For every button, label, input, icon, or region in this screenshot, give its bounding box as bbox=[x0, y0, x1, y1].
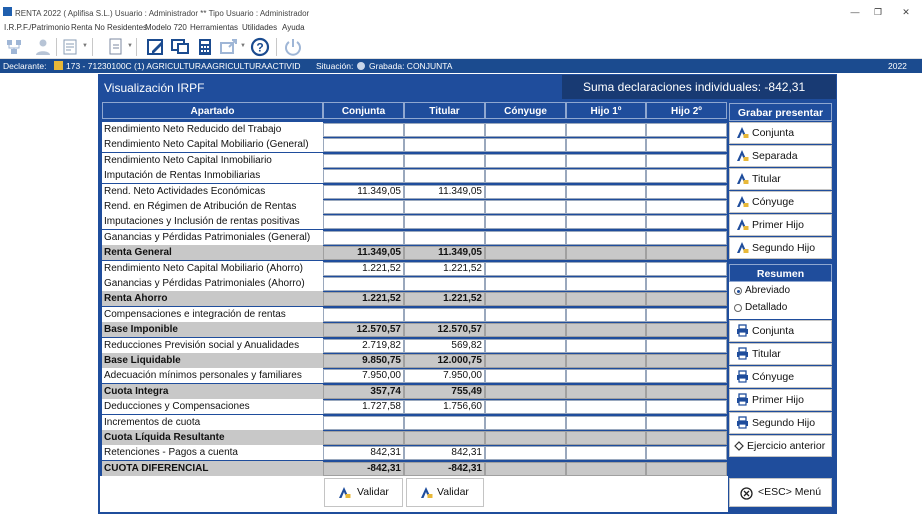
table-cell: 1.727,58 bbox=[323, 400, 404, 414]
table-cell bbox=[485, 462, 566, 476]
title-bar bbox=[0, 0, 922, 22]
table-cell bbox=[646, 416, 727, 430]
table-cell bbox=[646, 354, 727, 368]
table-cell: 357,74 bbox=[323, 385, 404, 399]
table-cell bbox=[485, 138, 566, 152]
table-cell bbox=[566, 138, 646, 152]
table-cell: 12.570,57 bbox=[323, 323, 404, 337]
grabar-primer-hijo-button[interactable] bbox=[729, 214, 832, 236]
menu-irpf[interactable]: I.R.P.F./Patrimonio bbox=[4, 23, 70, 32]
aeat-icon bbox=[420, 486, 433, 499]
table-cell bbox=[404, 431, 485, 445]
table-cell bbox=[566, 431, 646, 445]
table-cell bbox=[485, 292, 566, 306]
row-label: Rend. Neto Actividades Económicas bbox=[102, 184, 323, 199]
table-cell bbox=[566, 446, 646, 460]
table-cell: 1.756,60 bbox=[404, 400, 485, 414]
table-cell bbox=[404, 215, 485, 229]
table-cell bbox=[646, 292, 727, 306]
resumen-button-label: Titular bbox=[752, 348, 781, 360]
grabar-button-label: Conjunta bbox=[752, 127, 795, 139]
table-cell bbox=[566, 215, 646, 229]
table-cell bbox=[646, 308, 727, 322]
menu-utilidades[interactable]: Utilidades bbox=[242, 23, 278, 32]
table-cell bbox=[485, 246, 566, 260]
printer-icon bbox=[736, 416, 749, 429]
table-cell bbox=[566, 246, 646, 260]
row-label: Retenciones - Pagos a cuenta bbox=[102, 445, 323, 460]
table-cell: 569,82 bbox=[404, 339, 485, 353]
grabar-c-nyuge-button[interactable] bbox=[729, 191, 832, 213]
resumen-button-label: Segundo Hijo bbox=[752, 417, 816, 429]
table-cell bbox=[646, 446, 727, 460]
table-cell bbox=[485, 231, 566, 245]
resumen-segundo-hijo-button[interactable] bbox=[729, 412, 832, 434]
row-label: Renta General bbox=[102, 245, 323, 260]
table-cell bbox=[404, 277, 485, 291]
table-cell bbox=[566, 154, 646, 168]
table-cell bbox=[646, 231, 727, 245]
table-cell bbox=[566, 416, 646, 430]
grabar-conjunta-button[interactable] bbox=[729, 122, 832, 144]
table-cell bbox=[485, 431, 566, 445]
printer-icon bbox=[736, 393, 749, 406]
table-cell bbox=[323, 123, 404, 137]
table-cell bbox=[646, 262, 727, 276]
radio-detallado-label[interactable]: Detallado bbox=[745, 302, 788, 313]
table-cell bbox=[646, 246, 727, 260]
table-cell bbox=[485, 215, 566, 229]
table-cell bbox=[323, 431, 404, 445]
printer-icon bbox=[736, 347, 749, 360]
table-cell bbox=[566, 123, 646, 137]
globe-icon bbox=[357, 62, 365, 70]
table-cell bbox=[566, 354, 646, 368]
power-icon[interactable] bbox=[283, 37, 303, 57]
table-cell bbox=[404, 416, 485, 430]
table-cell bbox=[323, 308, 404, 322]
validar-conjunta-button[interactable] bbox=[324, 478, 403, 507]
column-header-titular: Titular bbox=[404, 102, 485, 119]
table-cell bbox=[323, 138, 404, 152]
table-cell: 1.221,52 bbox=[404, 262, 485, 276]
toolbar-separator bbox=[56, 38, 57, 56]
table-cell bbox=[485, 323, 566, 337]
network-icon[interactable] bbox=[4, 37, 24, 57]
table-cell bbox=[566, 277, 646, 291]
row-label: Cuota Líquida Resultante bbox=[102, 430, 323, 445]
grabar-titular-button[interactable] bbox=[729, 168, 832, 190]
row-label: CUOTA DIFERENCIAL bbox=[102, 461, 323, 476]
toolbar-separator bbox=[276, 38, 277, 56]
chevron-down-icon[interactable]: ▼ bbox=[127, 43, 133, 49]
window-title: RENTA 2022 ( Aplifisa S.L.) Usuario : Administrador ** Tipo Usuario : Administrador bbox=[15, 9, 310, 18]
column-header-hijo2: Hijo 2º bbox=[646, 102, 727, 119]
table-cell bbox=[566, 385, 646, 399]
row-label: Imputaciones y Inclusión de rentas positivas bbox=[102, 214, 323, 229]
ejercicio-anterior-button[interactable] bbox=[729, 435, 832, 457]
table-cell bbox=[485, 369, 566, 383]
table-cell: 11.349,05 bbox=[404, 185, 485, 199]
table-cell bbox=[646, 462, 727, 476]
aeat-icon bbox=[736, 195, 749, 208]
grabar-button-label: Cónyuge bbox=[752, 196, 795, 208]
validar-label: Validar bbox=[437, 486, 469, 498]
table-cell bbox=[646, 400, 727, 414]
table-cell bbox=[646, 215, 727, 229]
row-label: Base Liquidable bbox=[102, 353, 323, 368]
resumen-header: Resumen bbox=[729, 264, 832, 282]
table-cell: 842,31 bbox=[404, 446, 485, 460]
table-cell bbox=[404, 169, 485, 183]
table-cell bbox=[566, 169, 646, 183]
printer-icon bbox=[736, 370, 749, 383]
declarante-value: 173 - 71230100C (1) AGRICULTURAAGRICULTURAACTIVID bbox=[66, 61, 301, 71]
resumen-button-label: Primer Hijo bbox=[752, 394, 804, 406]
column-header-apartado: Apartado bbox=[102, 102, 323, 119]
table-cell bbox=[566, 308, 646, 322]
row-label: Imputación de Rentas Inmobiliarias bbox=[102, 168, 323, 183]
table-cell bbox=[646, 323, 727, 337]
table-cell bbox=[566, 292, 646, 306]
users-icon[interactable] bbox=[33, 37, 53, 57]
table-cell bbox=[323, 169, 404, 183]
table-cell bbox=[323, 231, 404, 245]
radio-abreviado[interactable] bbox=[734, 287, 742, 295]
row-label: Rendimiento Neto Capital Mobiliario (General) bbox=[102, 137, 323, 152]
close-circle-icon bbox=[740, 487, 753, 500]
row-label: Incrementos de cuota bbox=[102, 415, 323, 430]
aeat-icon bbox=[736, 149, 749, 162]
table-cell bbox=[485, 154, 566, 168]
table-cell bbox=[646, 385, 727, 399]
table-cell bbox=[646, 431, 727, 445]
grabar-button-label: Primer Hijo bbox=[752, 219, 804, 231]
table-cell bbox=[485, 277, 566, 291]
table-cell bbox=[566, 339, 646, 353]
aeat-icon bbox=[736, 241, 749, 254]
table-cell bbox=[485, 446, 566, 460]
row-label: Adecuación mínimos personales y familiares bbox=[102, 368, 323, 383]
table-cell bbox=[485, 354, 566, 368]
table-cell bbox=[566, 323, 646, 337]
table-cell: 1.221,52 bbox=[404, 292, 485, 306]
resumen-primer-hijo-button[interactable] bbox=[729, 389, 832, 411]
table-cell: 1.221,52 bbox=[323, 292, 404, 306]
grabar-presentar-header: Grabar presentar bbox=[729, 103, 832, 121]
column-header-conyuge: Cónyuge bbox=[485, 102, 566, 119]
table-cell: -842,31 bbox=[404, 462, 485, 476]
table-cell bbox=[323, 200, 404, 214]
row-label: Reducciones Previsión social y Anualidades bbox=[102, 338, 323, 353]
table-cell bbox=[485, 400, 566, 414]
table-cell: 9.850,75 bbox=[323, 354, 404, 368]
resumen-options bbox=[729, 282, 832, 319]
row-label: Deducciones y Compensaciones bbox=[102, 399, 323, 414]
table-cell: 11.349,05 bbox=[404, 246, 485, 260]
aeat-icon bbox=[736, 218, 749, 231]
folder-icon bbox=[54, 61, 63, 70]
table-cell bbox=[485, 416, 566, 430]
grabar-button-label: Segundo Hijo bbox=[752, 242, 816, 254]
close-button[interactable]: ✕ bbox=[902, 7, 910, 17]
table-cell bbox=[404, 138, 485, 152]
printer-icon bbox=[736, 324, 749, 337]
table-cell bbox=[566, 200, 646, 214]
table-cell bbox=[485, 262, 566, 276]
edit-icon[interactable] bbox=[146, 37, 166, 57]
table-cell bbox=[485, 185, 566, 199]
app-icon bbox=[3, 7, 12, 16]
row-label: Rend. en Régimen de Atribución de Rentas bbox=[102, 199, 323, 214]
table-cell: 11.349,05 bbox=[323, 185, 404, 199]
table-cell bbox=[646, 185, 727, 199]
resumen-button-label: Cónyuge bbox=[752, 371, 795, 383]
menu-renta-no-residentes[interactable]: Renta No Residentes bbox=[71, 23, 148, 32]
table-cell: 7.950,00 bbox=[404, 369, 485, 383]
swap-icon bbox=[734, 441, 744, 451]
validar-label: Validar bbox=[357, 486, 389, 498]
export-icon[interactable] bbox=[219, 37, 239, 57]
row-label: Compensaciones e integración de rentas bbox=[102, 307, 323, 322]
table-cell bbox=[485, 385, 566, 399]
table-cell bbox=[566, 400, 646, 414]
table-cell: 842,31 bbox=[323, 446, 404, 460]
table-cell bbox=[323, 154, 404, 168]
table-cell bbox=[323, 277, 404, 291]
chevron-down-icon[interactable]: ▼ bbox=[240, 43, 246, 49]
radio-abreviado-label[interactable]: Abreviado bbox=[745, 285, 791, 296]
menu-modelo-720[interactable]: Modelo 720 bbox=[145, 23, 187, 32]
toolbar bbox=[0, 35, 922, 59]
row-label: Ganancias y Pérdidas Patrimoniales (General) bbox=[102, 230, 323, 245]
table-cell bbox=[646, 154, 727, 168]
toolbar-separator bbox=[92, 38, 93, 56]
svg-text:?: ? bbox=[256, 40, 264, 55]
esc-menu-label: <ESC> Menú bbox=[758, 486, 822, 498]
esc-menu-button[interactable] bbox=[729, 478, 832, 507]
grabar-separada-button[interactable] bbox=[729, 145, 832, 167]
calculator-icon[interactable] bbox=[195, 37, 215, 57]
declarante-label: Declarante: bbox=[3, 61, 47, 71]
table-cell bbox=[323, 215, 404, 229]
menu-ayuda[interactable]: Ayuda bbox=[282, 23, 305, 32]
table-cell: 12.000,75 bbox=[404, 354, 485, 368]
toolbar-separator bbox=[136, 38, 137, 56]
table-cell bbox=[646, 169, 727, 183]
table-cell bbox=[646, 369, 727, 383]
row-label: Renta Ahorro bbox=[102, 291, 323, 306]
grabar-button-label: Separada bbox=[752, 150, 798, 162]
minimize-button[interactable]: — bbox=[850, 7, 860, 17]
grabar-button-label: Titular bbox=[752, 173, 781, 185]
row-label: Cuota Integra bbox=[102, 384, 323, 399]
table-cell: 12.570,57 bbox=[404, 323, 485, 337]
table-cell bbox=[646, 123, 727, 137]
situacion-label: Situación: bbox=[316, 61, 354, 71]
table-cell bbox=[646, 339, 727, 353]
suma-declaraciones: Suma declaraciones individuales: -842,31 bbox=[583, 80, 806, 94]
resumen-titular-button[interactable] bbox=[729, 343, 832, 365]
radio-detallado[interactable] bbox=[734, 304, 742, 312]
panel-title: Visualización IRPF bbox=[104, 81, 205, 95]
ejercicio-anterior-label: Ejercicio anterior bbox=[747, 440, 826, 452]
resumen-c-nyuge-button[interactable] bbox=[729, 366, 832, 388]
table-cell bbox=[566, 231, 646, 245]
table-cell bbox=[404, 123, 485, 137]
table-cell: -842,31 bbox=[323, 462, 404, 476]
table-cell bbox=[485, 169, 566, 183]
print-preview-icon[interactable] bbox=[60, 37, 80, 57]
resumen-button-label: Conjunta bbox=[752, 325, 795, 337]
table-cell bbox=[485, 123, 566, 137]
table-cell bbox=[646, 200, 727, 214]
situacion-value: Grabada: CONJUNTA bbox=[369, 61, 453, 71]
monitor-icon[interactable] bbox=[170, 37, 190, 57]
table-cell: 755,49 bbox=[404, 385, 485, 399]
table-cell bbox=[566, 462, 646, 476]
status-bar bbox=[0, 59, 922, 73]
document-icon[interactable] bbox=[106, 37, 126, 57]
table-cell bbox=[566, 369, 646, 383]
table-cell: 7.950,00 bbox=[323, 369, 404, 383]
table-cell bbox=[646, 277, 727, 291]
help-icon[interactable] bbox=[250, 37, 270, 57]
year-label: 2022 bbox=[888, 61, 907, 71]
row-label: Ganancias y Pérdidas Patrimoniales (Ahorro) bbox=[102, 276, 323, 291]
restore-button[interactable]: ❐ bbox=[873, 7, 883, 17]
column-header-hijo1: Hijo 1º bbox=[566, 102, 646, 119]
grabar-segundo-hijo-button[interactable] bbox=[729, 237, 832, 259]
table-cell bbox=[485, 308, 566, 322]
column-header-conjunta: Conjunta bbox=[323, 102, 404, 119]
table-cell bbox=[323, 416, 404, 430]
table-cell bbox=[485, 200, 566, 214]
table-cell: 2.719,82 bbox=[323, 339, 404, 353]
row-label: Rendimiento Neto Capital Inmobiliario bbox=[102, 153, 323, 168]
table-cell bbox=[404, 231, 485, 245]
row-label: Rendimiento Neto Reducido del Trabajo bbox=[102, 122, 323, 137]
aeat-icon bbox=[338, 486, 351, 499]
menu-bar bbox=[0, 22, 922, 35]
table-cell bbox=[566, 262, 646, 276]
table-cell bbox=[646, 138, 727, 152]
validar-titular-button[interactable] bbox=[406, 478, 484, 507]
table-cell bbox=[404, 154, 485, 168]
resumen-conjunta-button[interactable] bbox=[729, 320, 832, 342]
aeat-icon bbox=[736, 126, 749, 139]
menu-herramientas[interactable]: Herramientas bbox=[190, 23, 239, 32]
table-cell: 1.221,52 bbox=[323, 262, 404, 276]
aeat-icon bbox=[736, 172, 749, 185]
table-cell bbox=[566, 185, 646, 199]
table-cell bbox=[404, 308, 485, 322]
row-label: Base Imponible bbox=[102, 322, 323, 337]
table-cell bbox=[485, 339, 566, 353]
table-cell bbox=[404, 200, 485, 214]
table-cell: 11.349,05 bbox=[323, 246, 404, 260]
row-label: Rendimiento Neto Capital Mobiliario (Ahorro) bbox=[102, 261, 323, 276]
chevron-down-icon[interactable]: ▼ bbox=[82, 43, 88, 49]
